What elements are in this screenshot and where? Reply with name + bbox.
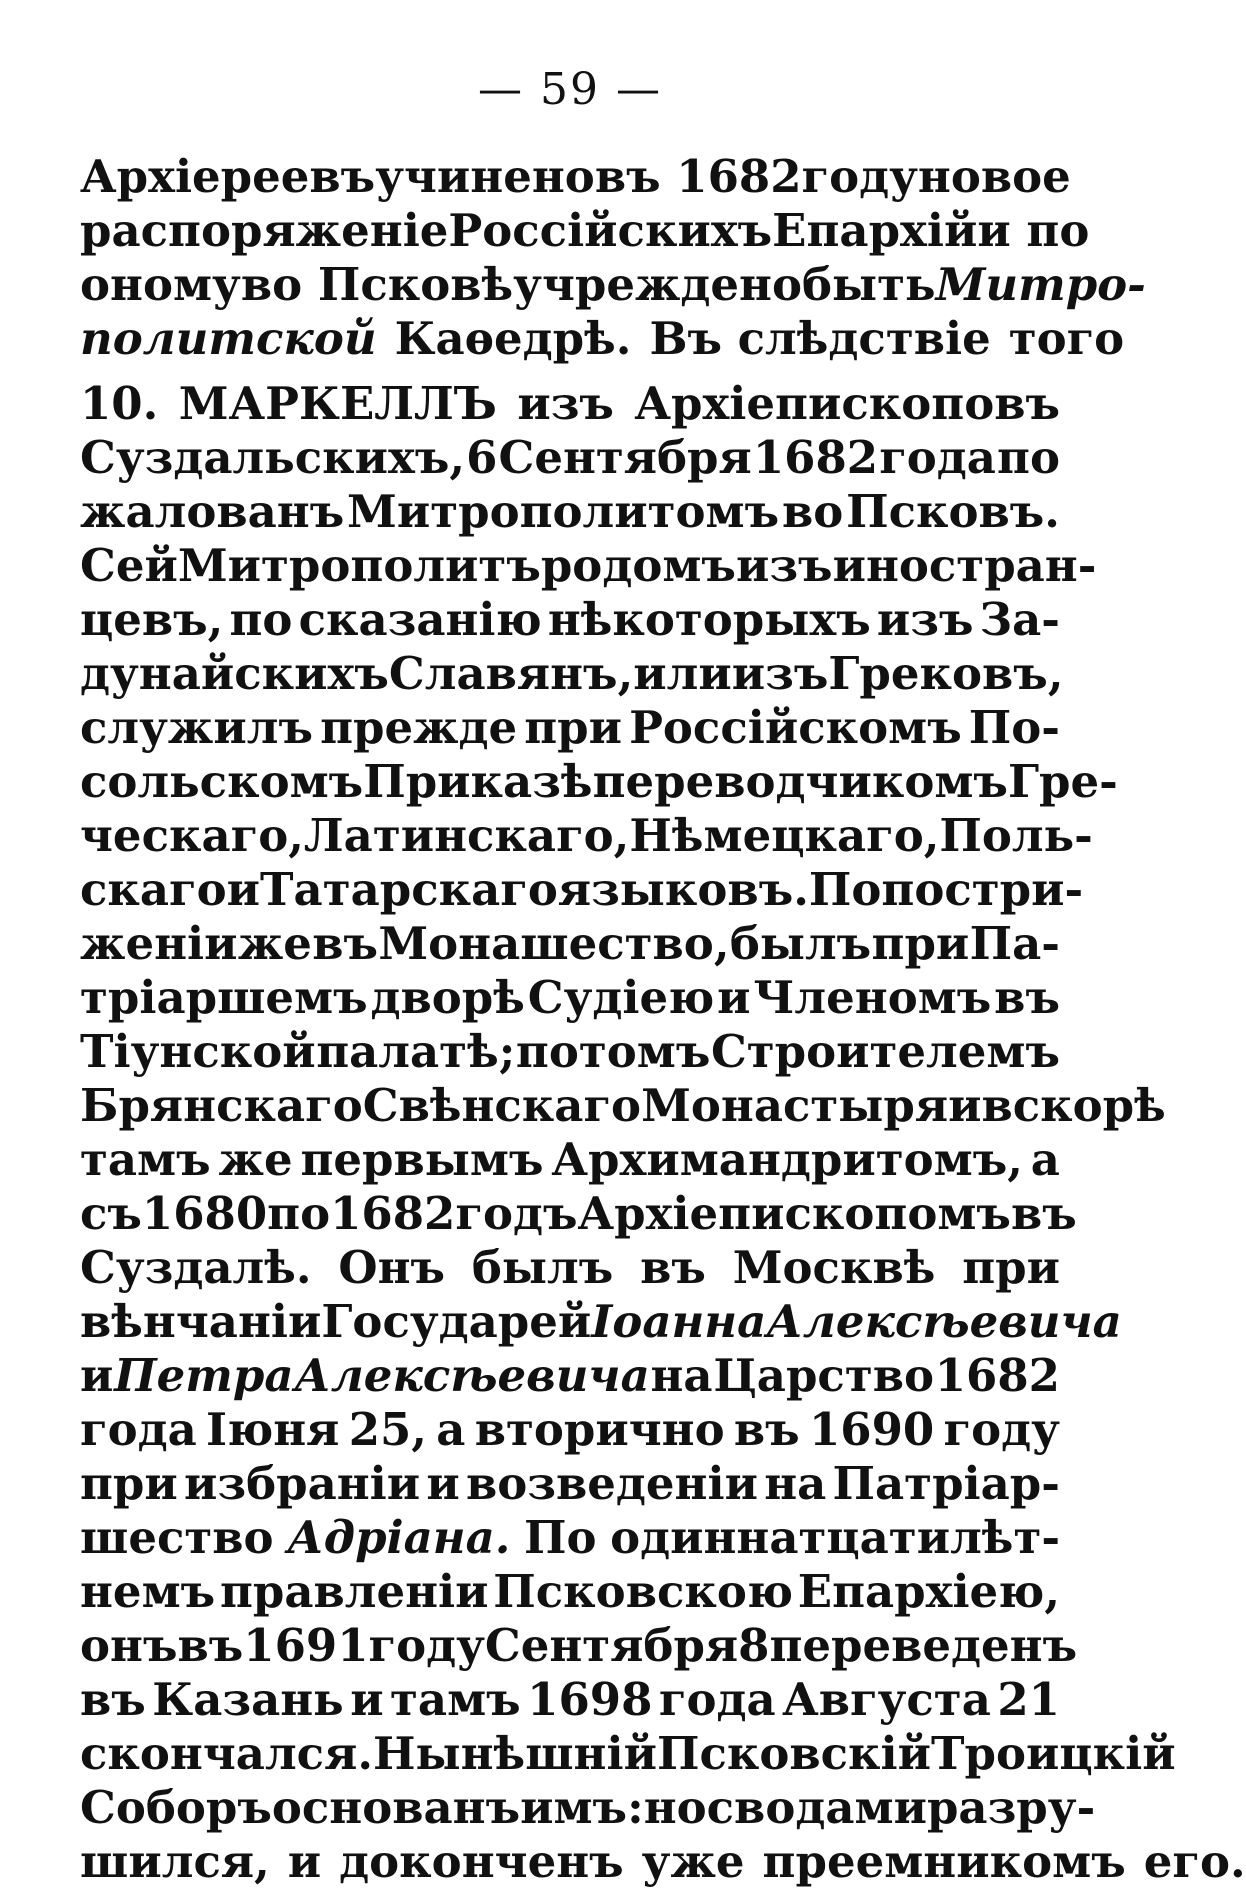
- word: и: [80, 1349, 114, 1402]
- word: разру-: [926, 1781, 1096, 1834]
- word: переведенъ: [769, 1619, 1078, 1672]
- word: Суздалѣ.: [80, 1241, 312, 1294]
- word: Іоанна: [591, 1295, 767, 1348]
- word: Іюня: [206, 1403, 340, 1456]
- word: Алексѣевича: [294, 1349, 650, 1402]
- text-line: [80, 539, 1097, 593]
- word: а: [436, 1403, 466, 1456]
- word: года: [658, 1673, 776, 1726]
- word: его.: [1143, 1835, 1246, 1888]
- word: По-: [968, 701, 1060, 754]
- word: Архіепископомъ: [577, 1187, 1011, 1240]
- word: и: [350, 1673, 384, 1726]
- text-line: [80, 1457, 1060, 1511]
- word: изъ: [517, 377, 614, 430]
- word: Суздальскихъ,: [80, 431, 466, 484]
- word: оному: [80, 258, 241, 311]
- word: По: [808, 863, 882, 916]
- word: 25,: [348, 1403, 427, 1456]
- text-line: [80, 971, 1060, 1025]
- text-line: [80, 431, 1060, 485]
- word: Татарскаго: [260, 863, 558, 916]
- word: былъ: [471, 1241, 614, 1294]
- paragraph-continued: [80, 150, 1146, 366]
- word: при: [871, 917, 970, 970]
- word: въ: [177, 1619, 244, 1672]
- text-line: [80, 1727, 1176, 1781]
- word: Судіею: [527, 971, 715, 1024]
- word: потомъ: [515, 1025, 711, 1078]
- word: онъ: [80, 1619, 178, 1672]
- word: въ: [994, 971, 1060, 1024]
- word: За-: [979, 593, 1060, 646]
- word: вторично: [474, 1403, 725, 1456]
- word: сольскомъ: [80, 755, 364, 808]
- word: съ: [80, 1187, 142, 1240]
- word: 1690: [808, 1403, 935, 1456]
- word: же: [218, 1133, 293, 1186]
- word: палатѣ;: [316, 1025, 516, 1078]
- word: Псковскою: [493, 1565, 794, 1618]
- word: родомъ: [540, 539, 736, 592]
- word: по: [267, 1187, 331, 1240]
- word: нѣкоторыхъ: [547, 593, 871, 646]
- word: или: [633, 647, 732, 700]
- text-line: [80, 1565, 1060, 1619]
- word: Нѣмецкаго,: [629, 809, 940, 862]
- word: Соборъ: [80, 1781, 272, 1834]
- word: тріаршемъ: [80, 971, 368, 1024]
- word: Алексѣевича: [766, 1295, 1122, 1348]
- text-line: [80, 863, 1084, 917]
- word: Казань: [152, 1673, 344, 1726]
- text-line: [80, 1619, 1078, 1673]
- word: жалованъ: [80, 485, 345, 538]
- word: года: [879, 431, 996, 484]
- word: въ: [640, 1241, 706, 1294]
- word: Сентября: [484, 1619, 739, 1672]
- word: шество: [80, 1511, 274, 1564]
- word: въ 1682: [594, 150, 802, 203]
- word: и: [426, 1457, 460, 1510]
- word: Государей: [321, 1295, 592, 1348]
- word: Строителемъ: [710, 1025, 1060, 1078]
- word: 1680: [141, 1187, 268, 1240]
- word: Въ слѣдствіе: [649, 312, 991, 365]
- word: Тіунской: [80, 1025, 316, 1078]
- word: того: [1008, 312, 1125, 365]
- text-line: [80, 917, 1060, 971]
- word: имъ:: [520, 1781, 644, 1834]
- word: тамъ: [390, 1673, 521, 1726]
- word: и: [717, 971, 751, 1024]
- word: Патріар-: [832, 1457, 1060, 1510]
- page-number: — 59 —: [478, 64, 662, 115]
- word: По: [524, 1511, 597, 1564]
- word: Августа: [782, 1673, 991, 1726]
- word: Монашество,: [378, 917, 730, 970]
- word: прежде: [320, 701, 518, 754]
- text-line: [80, 1673, 1060, 1727]
- word: въ: [312, 917, 379, 970]
- word: быть: [802, 258, 936, 311]
- word: Нынѣшній: [372, 1727, 657, 1780]
- word: 6: [466, 431, 498, 484]
- word: правленіи: [219, 1565, 489, 1618]
- word: шился,: [80, 1835, 270, 1888]
- word: при: [80, 1457, 178, 1510]
- word: одиннатцатилѣт-: [610, 1511, 1060, 1564]
- word: Каѳедрѣ.: [394, 312, 632, 365]
- word: Адріана.: [287, 1511, 511, 1564]
- word: МАРКЕЛЛЪ: [178, 377, 497, 430]
- text-line: [80, 1835, 1246, 1889]
- word: въ: [733, 1403, 800, 1456]
- word: основанъ: [271, 1781, 521, 1834]
- word: 10.: [80, 377, 159, 430]
- word: Приказѣ: [363, 755, 593, 808]
- word: а: [1030, 1133, 1060, 1186]
- word: по: [997, 431, 1060, 484]
- word: и: [948, 1079, 982, 1132]
- word: иностран-: [832, 539, 1097, 592]
- word: вѣнчаніи: [80, 1295, 322, 1348]
- word: избраніи: [184, 1457, 421, 1510]
- word: учреждено: [513, 258, 802, 311]
- word: Россійскихъ: [448, 204, 773, 257]
- word: уже: [641, 1835, 745, 1888]
- word: тамъ: [80, 1133, 211, 1186]
- word: служилъ: [80, 701, 313, 754]
- word: женіи: [80, 917, 238, 970]
- word: Митрополитомъ: [347, 485, 780, 538]
- text-line: [80, 1025, 1060, 1079]
- word: Брянскаго: [80, 1079, 363, 1132]
- word: 21: [997, 1673, 1060, 1726]
- word: и: [226, 863, 261, 916]
- text-line: [80, 204, 1090, 258]
- word: дунайскихъ: [80, 647, 389, 700]
- text-line: [80, 1241, 1060, 1295]
- word: ческаго,: [80, 809, 304, 862]
- word: при: [962, 1241, 1060, 1294]
- word: распоряженіе: [80, 204, 449, 257]
- word: вскорѣ: [981, 1079, 1166, 1132]
- text-line: [80, 809, 1093, 863]
- word: переводчикомъ: [592, 755, 1008, 808]
- text-line: [80, 1349, 1060, 1403]
- word: въ: [1010, 1187, 1077, 1240]
- word: Архимандритомъ,: [551, 1133, 1023, 1186]
- text-line: [80, 593, 1060, 647]
- word: во: [781, 485, 844, 538]
- word: Москвѣ: [732, 1241, 936, 1294]
- word: Сей: [80, 539, 178, 592]
- word: языковъ.: [557, 863, 809, 916]
- word: дворѣ: [370, 971, 525, 1024]
- word: Монастыря: [641, 1079, 949, 1132]
- text-line: [80, 1079, 1166, 1133]
- word: доконченъ: [339, 1835, 624, 1888]
- word: году: [368, 1619, 485, 1672]
- word: на: [764, 1457, 827, 1510]
- word: преемникомъ: [762, 1835, 1126, 1888]
- word: Гре-: [1007, 755, 1118, 808]
- word: Митро-: [935, 258, 1146, 311]
- word: Па-: [969, 917, 1060, 970]
- word: изъ: [735, 539, 833, 592]
- word: скончался.: [80, 1727, 373, 1780]
- text-line: [80, 647, 1064, 701]
- word: Россійскомъ: [629, 701, 962, 754]
- word: годъ: [455, 1187, 578, 1240]
- word: во Псковѣ: [240, 258, 514, 311]
- text-line: [80, 377, 1060, 431]
- word: Латинскаго,: [303, 809, 630, 862]
- word: на: [650, 1349, 713, 1402]
- word: Онъ: [338, 1241, 446, 1294]
- word: Сентября: [498, 431, 752, 484]
- word: при: [524, 701, 623, 754]
- word: цевъ,: [80, 593, 224, 646]
- word: Троицкій: [931, 1727, 1176, 1780]
- word: Псковскій: [656, 1727, 932, 1780]
- word: учинено: [375, 150, 595, 203]
- word: 8: [738, 1619, 770, 1672]
- text-line: [80, 1781, 1096, 1835]
- word: первымъ: [300, 1133, 544, 1186]
- text-line: [80, 1187, 1077, 1241]
- word: же: [237, 917, 312, 970]
- word: былъ: [729, 917, 872, 970]
- word: Царство: [713, 1349, 934, 1402]
- word: по: [229, 593, 293, 646]
- paragraph-markell: [80, 377, 1246, 1889]
- word: Поль-: [939, 809, 1093, 862]
- word: изъ: [876, 593, 974, 646]
- word: Епархій: [772, 204, 978, 257]
- word: и по: [977, 204, 1090, 257]
- word: 1698: [527, 1673, 653, 1726]
- text-line: [80, 701, 1060, 755]
- word: 1682: [330, 1187, 456, 1240]
- text-line: [80, 312, 1125, 366]
- word: 1682: [934, 1349, 1060, 1402]
- text-line: [80, 1511, 1060, 1565]
- text-line: [80, 258, 1146, 312]
- word: Грековъ,: [828, 647, 1064, 700]
- word: Епархіею,: [797, 1565, 1060, 1618]
- word: сказанію: [298, 593, 542, 646]
- word: постри-: [881, 863, 1084, 916]
- word: но: [643, 1781, 707, 1834]
- word: года: [80, 1403, 197, 1456]
- word: 1691: [243, 1619, 369, 1672]
- word: Членомъ: [753, 971, 992, 1024]
- word: Архіереевъ: [80, 150, 376, 203]
- word: Петра: [114, 1349, 294, 1402]
- word: политской: [80, 312, 377, 365]
- word: Свѣнскаго: [362, 1079, 642, 1132]
- word: изъ: [731, 647, 829, 700]
- text-line: [80, 150, 1071, 204]
- text-line: [80, 485, 1060, 539]
- text-line: [80, 755, 1118, 809]
- text-line: [80, 1133, 1060, 1187]
- word: въ: [80, 1673, 146, 1726]
- word: году: [801, 150, 918, 203]
- word: Псковъ.: [846, 485, 1060, 538]
- word: сводами: [706, 1781, 927, 1834]
- word: году: [943, 1403, 1060, 1456]
- word: скаго: [80, 863, 227, 916]
- word: немъ: [80, 1565, 216, 1618]
- text-line: [80, 1295, 1122, 1349]
- word: Славянъ,: [388, 647, 634, 700]
- word: новое: [917, 150, 1071, 203]
- word: Архіепископовъ: [634, 377, 1060, 430]
- word: 1682: [752, 431, 879, 484]
- word: Митрополитъ: [177, 539, 541, 592]
- text-line: [80, 1403, 1060, 1457]
- word: возведеніи: [466, 1457, 758, 1510]
- word: и: [287, 1835, 322, 1888]
